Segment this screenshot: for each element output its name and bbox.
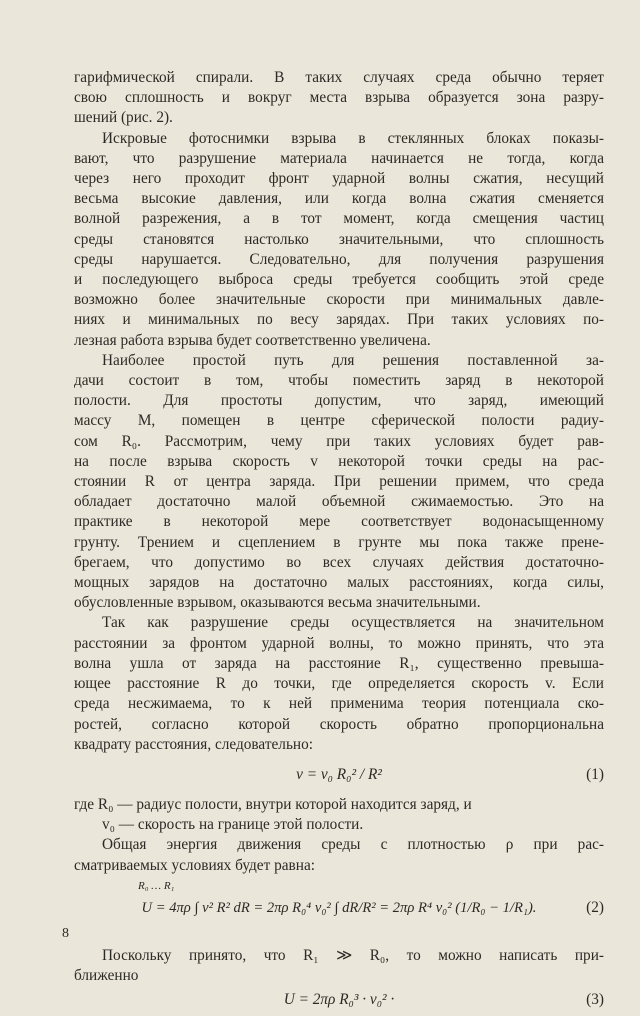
text-line: гарифмической спирали. В таких случаях среда обычно теряет <box>74 69 604 86</box>
formula-expression: v = v₀ R₀² / R² <box>296 765 382 783</box>
text-line: возможно более значительные скорости при минимальных давле- <box>74 291 604 309</box>
text-line: ниях и минимальных по весу зарядах. При таких условиях по- <box>74 311 604 329</box>
text-line: среды становятся настолько значительными, что сплошность <box>74 230 604 248</box>
integral-limits: R₀ … R₁ <box>138 879 175 892</box>
equation-number: (1) <box>586 765 604 783</box>
text-line: брегаем, что допустимо во всех случаях действия достаточно- <box>74 553 604 571</box>
text-line: Общая энергия движения среды с плотностью ρ при рас- <box>102 836 604 854</box>
paragraph-1 <box>74 68 604 129</box>
formula-expression: U = 2πρ R₀³ · v₀² · <box>283 991 395 1009</box>
text-line: ближенно <box>74 966 139 984</box>
paragraph-3 <box>74 351 604 614</box>
text-line: и последующего выброса среды требуется сообщить этой среде <box>74 271 604 289</box>
text-line: массу M, помещен в центре сферической полости радиу- <box>74 412 604 430</box>
text-line: свою сплошность и вокруг места взрыва образуется зона разру- <box>74 89 604 107</box>
text-line: Поскольку принято, что R₁ ≫ R₀, то можно написать при- <box>102 946 604 964</box>
text-line: полости. Для простоты допустим, что заряд, имеющий <box>74 392 604 410</box>
page-number: 8 <box>62 926 69 941</box>
paragraph-4 <box>74 613 604 754</box>
text-line: мощных зарядов на достаточно малых расстояниях, когда силы, <box>74 574 604 592</box>
definition-line: v₀ — скорость на границе этой полости. <box>102 816 364 834</box>
text-line: квадрату расстояния, следовательно: <box>74 735 313 753</box>
text-line: среда несжимаема, то к ней применима теория потенциала ско- <box>74 695 604 713</box>
text-line: грунту. Трением и сцеплением в грунте мы пока также прене- <box>74 533 604 551</box>
formula-expression: U = 4πρ ∫ v² R² dR = 2πρ R₀⁴ v₀² ∫ dR/R² = 2πρ R⁴ v₀² (1/R₀ − 1/R₁). <box>141 899 537 916</box>
text-line: ростей, согласно которой скорость обратно пропорциональна <box>74 715 604 733</box>
text-line: расстоянии за фронтом ударной волны, то можно принять, что эта <box>74 634 604 652</box>
equation-number: (3) <box>586 991 604 1009</box>
text-line: вают, что разрушение материала начинается не тогда, когда <box>74 149 604 167</box>
formula-1 <box>74 755 604 795</box>
equation-number: (2) <box>586 898 604 916</box>
text-line: Искровые фотоснимки взрыва в стеклянных блоках показы- <box>102 129 604 147</box>
text-line: среды нарушается. Следовательно, для получения разрушения <box>74 250 604 268</box>
text-line: лезная работа взрыва будет соответственно увеличена. <box>74 331 431 349</box>
text-line: Наиболее простой путь для решения поставленной за- <box>102 351 604 369</box>
formula-3 <box>74 986 604 1016</box>
text-line: ющее расстояние R до точки, где определяется скорость v. Если <box>74 675 604 693</box>
text-line: сом R₀. Рассмотрим, чему при таких условиях будет рав- <box>74 432 604 450</box>
text-line: через него проходит фронт ударной волны сжатия, несущий <box>74 170 604 188</box>
text-line: сматриваемых условиях будет равна: <box>74 856 315 874</box>
paragraph-6 <box>74 946 604 986</box>
definition-line: где R₀ — радиус полости, внутри которой находится заряд, и <box>74 795 472 813</box>
text-line: практике в некоторой мере соответствует водонасыщенному <box>74 513 604 531</box>
paragraph-2 <box>74 129 604 351</box>
body-text <box>74 68 604 1016</box>
text-line: волной разрежения, а в тот момент, когда смещения частиц <box>74 210 604 228</box>
text-line: весьма высокие давления, или когда волна сжатия сменяется <box>74 190 604 208</box>
text-line: на после взрыва скорость v некоторой точки среды на рас- <box>74 452 604 470</box>
text-line: стоянии R от центра заряда. При решении примем, что среда <box>74 473 604 491</box>
text-line: Так как разрушение среды осуществляется на значительном <box>102 614 604 632</box>
text-line: обладает достаточно малой объемной сжимаемостью. Это на <box>74 493 604 511</box>
text-line: шений (рис. 2). <box>74 109 173 127</box>
text-line: волна ушла от заряда на расстояние R₁, существенно превыша- <box>74 654 604 672</box>
formula-2 <box>74 876 604 946</box>
text-line: дачи состоит в том, чтобы поместить заряд в некоторой <box>74 372 604 390</box>
paragraph-5 <box>74 835 604 875</box>
text-line: обусловленные взрывом, оказываются весьма значительными. <box>74 594 481 612</box>
